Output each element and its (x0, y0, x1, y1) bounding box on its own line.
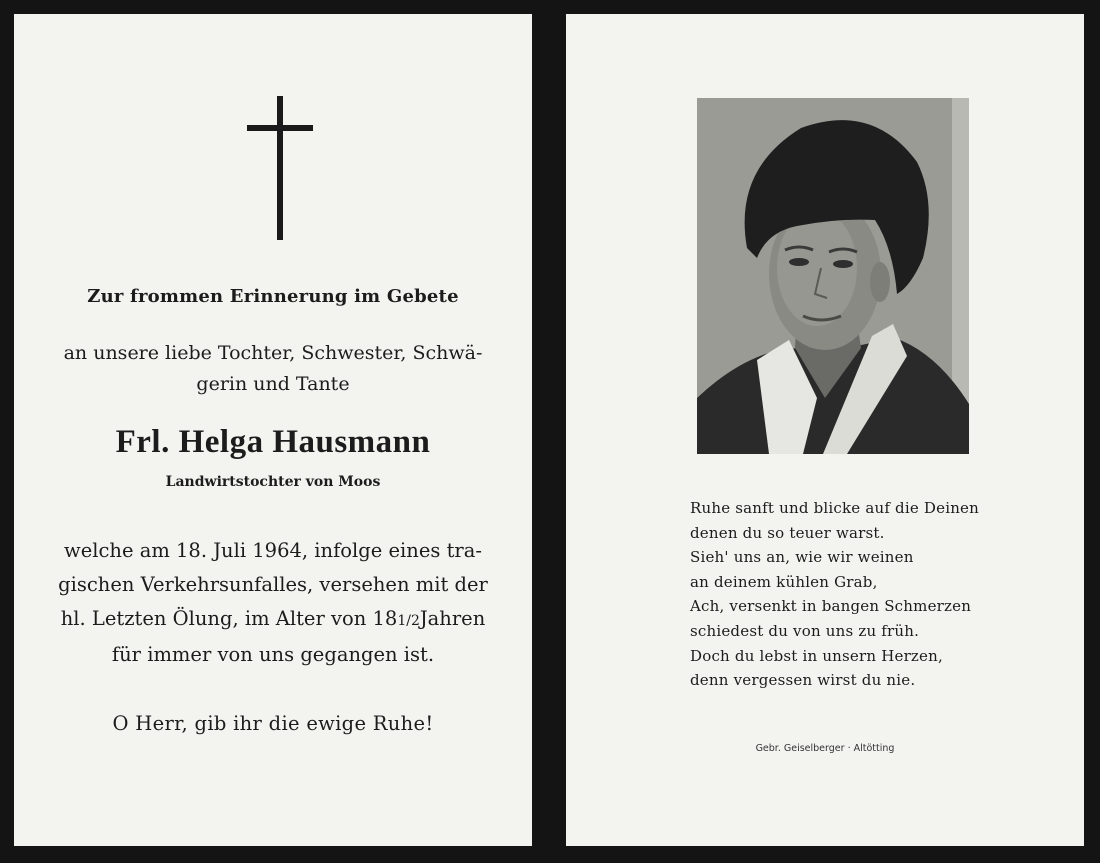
poem-line: Doch du lebst in unsern Herzen, (690, 646, 943, 665)
portrait-image (697, 98, 969, 454)
notice-line-prefix: hl. Letzten Ölung, im Alter von 18 (60, 607, 398, 630)
poem-line: Sieh' uns an, wie wir weinen (690, 548, 914, 567)
printer-imprint: Gebr. Geiselberger · Altötting (755, 743, 895, 754)
deceased-subtitle: Landwirtstochter von Moos (165, 474, 381, 490)
poem-line: schiedest du von uns zu früh. (690, 621, 920, 640)
poem-line: denn vergessen wirst du nie. (690, 671, 916, 690)
deceased-name: Frl. Helga Hausmann (115, 424, 431, 460)
notice-line (14, 602, 532, 638)
right-card-panel (566, 14, 1084, 846)
poem-line: Ach, versenkt in bangen Schmerzen (690, 597, 972, 616)
notice-line: für immer von uns gegangen ist. (111, 643, 435, 666)
dedication-line: gerin und Tante (196, 373, 350, 395)
dedication (14, 338, 532, 400)
closing-prayer: O Herr, gib ihr die ewige Ruhe! (112, 712, 434, 735)
notice-line: gischen Verkehrsunfalles, versehen mit der (58, 573, 488, 596)
poem-line: Ruhe sanft und blicke auf die Deinen (690, 499, 979, 517)
poem-line: an deinem kühlen Grab, (690, 572, 878, 591)
notice-line-suffix: Jahren (419, 607, 486, 630)
age-fraction: 1/2 (397, 613, 420, 629)
notice-line: welche am 18. Juli 1964, infolge eines tra- (64, 539, 482, 562)
poem-line: denen du so teuer warst. (690, 523, 885, 542)
portrait-photo (697, 98, 969, 454)
memorial-heading: Zur frommen Erinnerung im Gebete (87, 286, 459, 307)
death-notice (14, 534, 532, 672)
cross-icon (247, 96, 313, 240)
left-card-panel (14, 14, 532, 846)
dedication-line: an unsere liebe Tochter, Schwester, Schwä- (63, 342, 483, 364)
memorial-poem (690, 496, 1070, 693)
